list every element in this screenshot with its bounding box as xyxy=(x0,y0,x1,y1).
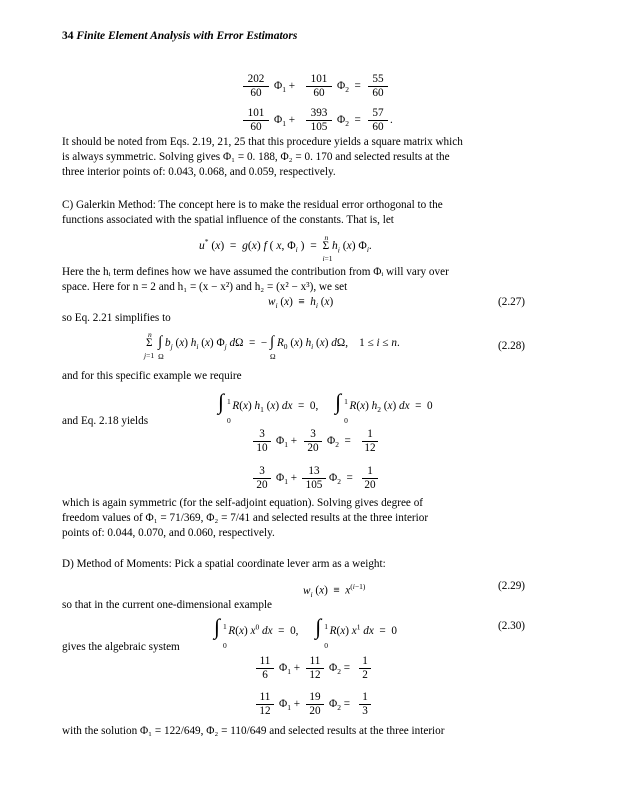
section-label: C) xyxy=(62,199,74,211)
fraction: $\frac{57}{60}$ xyxy=(368,107,388,134)
equation-number: (2.28) xyxy=(498,340,526,352)
eq218-text: and Eq. 2.18 yields xyxy=(62,415,149,427)
fraction: $\frac{55}{60}$ xyxy=(368,73,388,100)
paragraph-1: It should be noted from Eqs. 2.19, 21, 25 that this procedure yields a square matrix which is always symmetric. Solving gives Φ₁ = 0. 188, Φ₂ = 0. 170 and selected results at the three interior points of: 0.043, 0.068, and 0.059, respectively. xyxy=(62,136,463,178)
fraction: $\frac{11}{12}$ xyxy=(256,691,274,718)
section-d-intro: D) Method of Moments: Pick a spatial coordinate lever arm as a weight: xyxy=(62,558,386,570)
equation-2-29: $w_i$ $(x) \equiv x^{(i-1)}$ xyxy=(303,582,366,599)
fraction: $\frac{202}{60}$ xyxy=(243,73,269,100)
fraction: $\frac{1}{2}$ xyxy=(359,655,371,682)
fraction: $\frac{3}{10}$ xyxy=(253,428,271,455)
equation-number: (2.30) xyxy=(498,620,526,632)
section-c-intro: C) Galerkin Method: The concept here is to make the residual error orthogonal to the functions associated with the spatial influence of the constants. That is, let xyxy=(62,199,443,226)
last-line: with the solution Φ₁ = 122/649, Φ₂ = 110/649 and selected results at the three interior xyxy=(62,725,445,737)
fraction: $\frac{1}{12}$ xyxy=(362,428,378,455)
page-number: 34 xyxy=(62,30,74,42)
fraction: $\frac{11}{12}$ xyxy=(306,655,324,682)
fraction: $\frac{101}{60}$ xyxy=(243,107,269,134)
equation-2-30: ∫ 1 0 R(x) $x^0$ dx = 0, ∫ 1 0 R(x) $x^1$ dx = 0 xyxy=(214,614,397,650)
equation-number: (2.29) xyxy=(498,580,526,592)
specific-text: and for this specific example we require xyxy=(62,370,242,382)
paragraph-2: Here the hᵢ term defines how we have assumed the contribution from Φᵢ will vary over space. Here for n = 2 and h₁ = (x − x²) and h₂ = (x² − x³), we set xyxy=(62,266,449,293)
equation-2-28: Σ n j=1 ∫ Ω $b_j$ (x) $h_i$ (x) $\Phi_j$ dΩ = − ∫ Ω $R_0$ (x) $h_i$ (x) dΩ, 1 ≤ i ≤ n. xyxy=(144,330,400,361)
gives-text: gives the algebraic system xyxy=(62,641,180,653)
fraction: $\frac{3}{20}$ xyxy=(253,465,271,492)
so-that-text: so that in the current one-dimensional example xyxy=(62,599,273,611)
running-title: Finite Element Analysis with Error Estimators xyxy=(76,30,298,42)
fraction: $\frac{3}{20}$ xyxy=(304,428,322,455)
fraction: $\frac{13}{105}$ xyxy=(302,465,326,492)
fraction: $\frac{11}{6}$ xyxy=(256,655,274,682)
fraction: $\frac{101}{60}$ xyxy=(306,73,332,100)
equation-number: (2.27) xyxy=(498,296,526,308)
simplifies-text: so Eq. 2.21 simplifies to xyxy=(62,312,171,324)
paragraph-3: which is again symmetric (for the self-adjoint equation). Solving gives degree of freedom values of Φ₁ = 71/369, Φ₂ = 7/41 and selected results at the three interior points of: 0.044, 0.070, and 0.060, respectively. xyxy=(62,497,429,539)
fraction: $\frac{393}{105}$ xyxy=(306,107,332,134)
fraction: $\frac{1}{20}$ xyxy=(362,465,378,492)
fraction: $\frac{1}{3}$ xyxy=(359,691,371,718)
trial-solution-equation: u* (x) = g(x) f ( x, $\Phi_i$ ) = Σ n i=1 $h_i$ (x) $\Phi_i$. xyxy=(199,232,372,263)
section-label: D) xyxy=(62,558,74,570)
fraction: $\frac{19}{20}$ xyxy=(306,691,324,718)
equation-2-27: $w_i$ $(x) \equiv h_i$ (x) xyxy=(268,296,334,311)
galerkin-integrals: ∫ 1 0 R(x) $h_1$ (x) dx = 0, ∫ 1 0 R(x) $h_2$ (x) dx = 0 xyxy=(218,389,433,425)
running-header xyxy=(62,30,297,42)
